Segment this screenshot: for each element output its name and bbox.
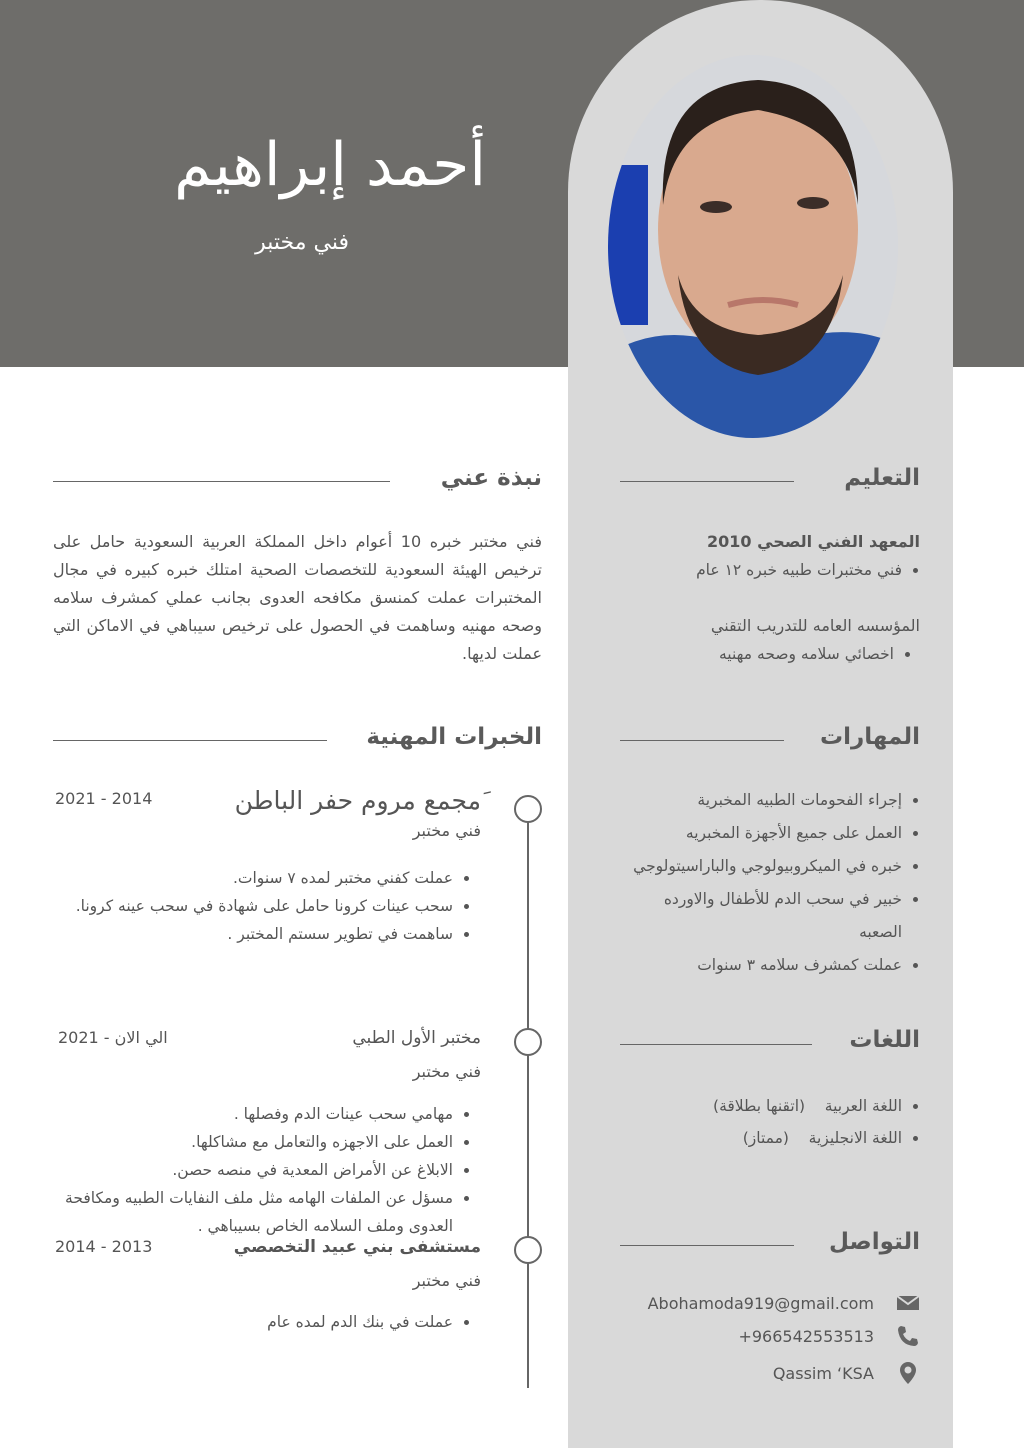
- skills-list: [632, 784, 920, 982]
- profile-photo: [608, 55, 898, 438]
- experience-heading: الخبرات المهنية: [366, 724, 542, 750]
- timeline-dot: [514, 795, 542, 823]
- location-text: Qassim ‘KSA: [772, 1363, 874, 1383]
- list-item: • عملت كمشرف سلامه ٣ سنوات: [632, 949, 902, 982]
- list-item: • عملت كفني مختبر لمده ٧ سنوات.: [53, 864, 453, 892]
- skills-heading: المهارات: [820, 724, 920, 750]
- education-divider: [620, 481, 794, 482]
- list-item: • العمل على الاجهزه والتعامل مع مشاكلها.: [53, 1128, 453, 1156]
- languages-divider: [620, 1044, 812, 1045]
- list-item: • اللغة العربية (اتقنها بطلاقة): [622, 1090, 902, 1122]
- job-duties: [53, 1100, 471, 1240]
- list-item: • مهامي سحب عينات الدم وفصلها .: [53, 1100, 453, 1128]
- contact-divider: [620, 1245, 794, 1246]
- experience-divider: [53, 740, 327, 741]
- list-item: • مسؤل عن الملفات الهامه مثل ملف النفايات الطبيه ومكافحة العدوى وملف السلامه الخاص بسيباهي .: [53, 1184, 453, 1240]
- timeline-dot: [514, 1236, 542, 1264]
- list-item: • خبره في الميكروبيولوجي والباراسيتولوجي: [632, 850, 902, 883]
- person-name: أحمد إبراهيم: [174, 130, 486, 200]
- job-entry: [181, 1028, 481, 1081]
- job-title: فني مختبر: [255, 230, 349, 255]
- job-date: 2014 - 2013: [55, 1237, 153, 1256]
- job-date: 2021 - 2014: [55, 789, 153, 808]
- job-role: فني مختبر: [412, 1062, 481, 1081]
- skills-divider: [620, 740, 784, 741]
- job-duties: [53, 1308, 471, 1336]
- education-school: المؤسسه العامه للتدريب التقني: [710, 616, 920, 635]
- contact-phone[interactable]: [738, 1324, 920, 1348]
- job-company: مستشفى بني عبيد التخصصي: [233, 1237, 481, 1257]
- contact-location: [773, 1361, 920, 1385]
- education-school: المعهد الفني الصحي 2010: [707, 532, 920, 551]
- languages-heading: اللغات: [849, 1027, 920, 1053]
- about-divider: [53, 481, 390, 482]
- job-company: مختبر الأول الطبي: [352, 1028, 481, 1048]
- list-item: • سحب عينات كرونا حامل على شهادة في سحب عينه كرونا.: [53, 892, 453, 920]
- contact-email[interactable]: [648, 1291, 920, 1315]
- job-duties: [53, 864, 471, 948]
- languages-list: [622, 1090, 920, 1154]
- job-role: فني مختبر: [412, 1271, 481, 1290]
- job-date: 2021 - الي الان: [58, 1028, 168, 1047]
- job-role: فني مختبر: [412, 821, 481, 840]
- timeline-dot: [514, 1028, 542, 1056]
- job-entry: [181, 786, 481, 840]
- job-entry: [181, 1237, 481, 1290]
- list-item: • خبير في سحب الدم للأطفال والاورده الصعبه: [632, 883, 902, 949]
- list-item: • ساهمت في تطوير سستم المختبر .: [53, 920, 453, 948]
- job-company: َمجمع مروم حفر الباطن: [234, 786, 481, 815]
- list-item: • اللغة الانجليزية (ممتاز): [622, 1122, 902, 1154]
- education-list: [620, 528, 920, 668]
- education-heading: التعليم: [844, 465, 920, 491]
- map-pin-icon: [896, 1361, 920, 1385]
- list-item: • فني مختبرات طبيه خبره ١٢ عام: [620, 556, 902, 584]
- about-text: فني مختبر خبره 10 أعوام داخل المملكة العربية السعودية حامل على ترخيص الهيئة السعودية للتخصصات الصحية امتلك خبره كبيره في مجال المختبرات عملت كمنسق مكافحه العدوى بجانب عملي كمشرف سلامه وصحه مهنيه وساهمت في الحصول على ترخيص سيباهي في الاماكن التي عملت لديها.: [53, 532, 542, 663]
- timeline-line: [527, 808, 529, 1388]
- list-item: • الابلاغ عن الأمراض المعدية في منصه حصن.: [53, 1156, 453, 1184]
- contact-heading: التواصل: [829, 1229, 920, 1255]
- list-item: • عملت في بنك الدم لمده عام: [53, 1308, 453, 1336]
- phone-icon: [896, 1324, 920, 1348]
- list-item: • إجراء الفحومات الطبيه المخبرية: [632, 784, 902, 817]
- envelope-icon: [896, 1291, 920, 1315]
- phone-text[interactable]: +966542553513: [738, 1326, 874, 1346]
- email-text[interactable]: Abohamoda919@gmail.com: [647, 1293, 874, 1313]
- list-item: • العمل على جميع الأجهزة المخبريه: [632, 817, 902, 850]
- about-heading: نبذة عني: [440, 465, 542, 491]
- list-item: • اخصائي سلامه وصحه مهنيه: [620, 640, 894, 668]
